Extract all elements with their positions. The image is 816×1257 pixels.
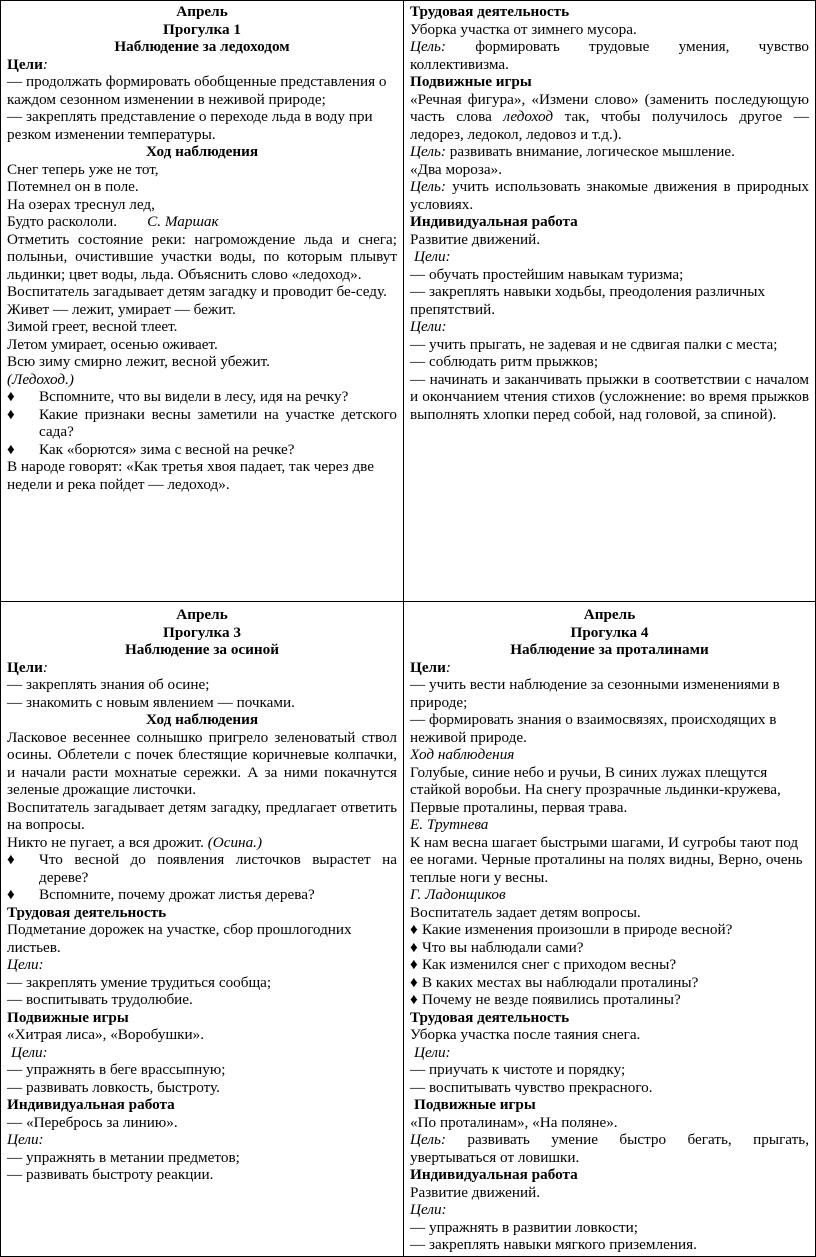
teacher-text: Воспитатель задает детям вопросы. (410, 903, 641, 921)
question-text: Вспомните, что вы видели в лесу, идя на речку? (39, 388, 349, 405)
walk-title: Наблюдение за ледоходом (114, 38, 290, 55)
goals-label: Цели (7, 55, 43, 73)
games-heading: Подвижные игры (414, 1096, 536, 1113)
games-goal (410, 143, 809, 161)
goal-item: — формировать знания о взаимосвязях, происходящих в неживой природе. (410, 711, 777, 746)
month-heading: Апрель (176, 606, 228, 623)
goal-item: — обучать простейшим навыкам туризма; (410, 265, 684, 283)
poem-author: С. Маршак (147, 213, 219, 230)
goal-item: — учить вести наблюдение за сезонными изменениями в природе; (410, 676, 780, 711)
goal-item: — приучать к чистоте и порядку; (410, 1061, 626, 1078)
course-heading: Ход наблюдения (410, 746, 515, 763)
goal-item: — развивать быстроту реакции. (7, 1166, 214, 1183)
question-text: Что вы наблюдали сами? (422, 938, 584, 956)
goals-line (410, 659, 809, 677)
goal-item: — воспитывать трудолюбие. (7, 991, 193, 1008)
individual-work-heading: Индивидуальная работа (410, 1166, 578, 1183)
games-text: «По проталинам», «На поляне». (410, 1113, 618, 1131)
course-heading: Ход наблюдения (145, 711, 259, 728)
diamond-bullet-icon: ♦ (7, 851, 15, 868)
goal-label: Цель: (410, 38, 446, 55)
riddle-line: Зимой греет, весной тлеет. (7, 318, 178, 335)
diamond-bullet-icon: ♦ (410, 938, 418, 956)
question-text: Какие признаки весны заметили на участке детского сада? (39, 405, 397, 440)
games-goal (410, 178, 809, 213)
goals-colon: : (42, 658, 48, 676)
diamond-bullet-icon: ♦ (410, 921, 418, 938)
question-text: Как изменился снег с приходом весны? (422, 956, 677, 973)
individual-work-heading: Индивидуальная работа (7, 1096, 175, 1113)
riddle-line: Живет — лежит, умирает — бежит. (7, 300, 236, 318)
games-goal (410, 1131, 809, 1166)
labor-text: Подметание дорожек на участке, сбор прошлогодних листьев. (7, 921, 352, 956)
diamond-bullet-icon: ♦ (410, 956, 418, 973)
diamond-bullet-icon: ♦ (7, 886, 15, 903)
labor-text: Уборка участка после таяния снега. (410, 1026, 641, 1043)
individual-work-heading: Индивидуальная работа (410, 213, 578, 230)
observation-text: Ласковое весеннее солнышко пригрело зеленоватый ствол осины. Облетели с почек блестящие коричневые колпачки, и начали расти мохнатые сережки. А за ними покачнутся зеленые дрожащие листочки. (7, 728, 397, 798)
goal-item: — закреплять умение трудиться сообща; (7, 973, 272, 991)
goals-colon: : (445, 658, 451, 676)
question-item (7, 851, 397, 886)
individual-work-text: — «Перебрось за линию». (7, 1113, 178, 1131)
games-heading: Подвижные игры (410, 73, 532, 90)
riddle-text: Никто не пугает, а вся дрожит. (7, 833, 204, 851)
walk-number: Прогулка 3 (163, 623, 241, 641)
goals-label: Цели: (414, 1043, 451, 1061)
labor-text: Уборка участка от зимнего мусора. (410, 20, 637, 38)
goal-item: — воспитывать чувство прекрасного. (410, 1078, 653, 1096)
poem-text: К нам весна шагает быстрыми шагами, И сугробы тают под ее ногами. Черные проталины на полях видны, Верно, очень теплые ноги у весны. (410, 833, 803, 886)
question-item (7, 388, 397, 406)
goal-item: — продолжать формировать обобщенные представления о каждом сезонном изменении в неживой природе; (7, 73, 387, 108)
goal-text: развивать внимание, логическое мышление. (449, 143, 735, 160)
labor-heading: Трудовая деятельность (410, 3, 570, 20)
observation-note: Отметить состояние реки: нагромождение льда и снега; полыньи, очистившие участки воды, по которым плывут льдинки; цвет воды, льда. Объяснить слово «ледоход». (7, 230, 397, 283)
question-item (410, 956, 809, 974)
question-text: Что весной до появления листочков вырастет на дереве? (39, 851, 397, 886)
goals-label: Цели: (410, 318, 447, 335)
goal-text: учить использовать знакомые движения в природных условиях. (410, 178, 810, 213)
goal-item: — учить прыгать, не задевая и не сдвигая палки с места; (410, 335, 778, 353)
question-text: Почему не везде появились проталины? (422, 991, 681, 1008)
goal-text: формировать трудовые умения, чувство коллективизма. (410, 38, 810, 73)
walk-1-continued-cell (404, 1, 816, 602)
poem-line (7, 213, 397, 231)
walk-1-cell (1, 1, 404, 602)
goals-label: Цели: (11, 1043, 48, 1061)
walk-title: Наблюдение за проталинами (510, 641, 709, 658)
poem-text: Голубые, синие небо и ручьи, В синих лужах плещутся стайкой воробьи. На снегу прозрачные льдинки-кружева, Первые проталины, первая трава. (410, 763, 781, 816)
diamond-bullet-icon: ♦ (7, 388, 15, 405)
goals-label: Цели: (7, 1131, 44, 1148)
walk-number: Прогулка 4 (570, 623, 649, 641)
individual-work-text: Развитие движений. (410, 1183, 541, 1201)
goals-label: Цели (410, 658, 446, 676)
poem-line-text: Будто раскололи. (7, 213, 118, 230)
poem-line: На озерах треснул лед, (7, 195, 155, 213)
question-item (7, 886, 397, 904)
game-name: «Два мороза». (410, 160, 502, 178)
goals-label: Цели: (414, 248, 451, 265)
goal-item: — знакомить с новым явлением — почками. (7, 693, 295, 711)
games-heading: Подвижные игры (7, 1008, 129, 1026)
games-text-emphasis: ледоход (503, 108, 554, 125)
folk-saying: В народе говорят: «Как третья хвоя падает, так через две недели и река пойдет — ледоход». (7, 458, 374, 493)
games-text-part: так, чтобы получилось другое — ледорез, ледокол, ледовоз и т.д.). (410, 108, 809, 143)
question-item (7, 441, 397, 459)
diamond-bullet-icon: ♦ (410, 991, 418, 1008)
goal-item: — упражнять в беге врассыпную; (7, 1061, 226, 1078)
individual-work-text: Развитие движений. (410, 230, 541, 248)
labor-heading: Трудовая деятельность (410, 1008, 570, 1026)
walk-title: Наблюдение за осиной (124, 641, 280, 658)
teacher-text: Воспитатель загадывает детям загадку и проводит бе-седу. (7, 283, 387, 300)
riddle-line (7, 834, 397, 852)
goals-line (7, 56, 397, 74)
goal-item: — упражнять в метании предметов; (7, 1148, 240, 1166)
goal-item: — закреплять представление о переходе льда в воду при резком изменении температуры. (7, 108, 373, 143)
poem-line: Потемнел он в поле. (7, 178, 139, 195)
poem-author: Е. Трутнева (410, 816, 489, 833)
goals-line (7, 659, 397, 677)
goal-item: — закреплять навыки мягкого приземления. (410, 1236, 697, 1253)
riddle-answer: (Осина.) (207, 833, 263, 851)
goals-label: Цели: (410, 1201, 447, 1218)
question-text: В каких местах вы наблюдали проталины? (422, 973, 699, 991)
walk-number: Прогулка 1 (163, 20, 241, 38)
goal-item: — закреплять навыки ходьбы, преодоления различных препятствий. (410, 283, 766, 318)
diamond-bullet-icon: ♦ (7, 440, 15, 458)
diamond-bullet-icon: ♦ (7, 405, 15, 423)
teacher-text: Воспитатель загадывает детям загадку, предлагает ответить на вопросы. (7, 798, 397, 833)
goals-label: Цели (7, 658, 43, 676)
month-heading: Апрель (176, 3, 228, 20)
question-text: Вспомните, почему дрожат листья дерева? (39, 886, 315, 903)
goal-item: — закреплять знания об осине; (7, 676, 210, 693)
games-text: «Хитрая лиса», «Воробушки». (7, 1026, 205, 1043)
labor-heading: Трудовая деятельность (7, 903, 167, 921)
diamond-bullet-icon: ♦ (410, 973, 418, 991)
labor-goal (410, 38, 809, 73)
riddle-line: Всю зиму смирно лежит, весной убежит. (7, 353, 270, 370)
riddle-answer: (Ледоход.) (7, 370, 74, 388)
question-item (410, 974, 809, 992)
course-heading: Ход наблюдения (145, 143, 259, 160)
games-text-part: «Речная фигура», «Измени слово» (заменить последующую часть слова (410, 90, 809, 125)
walk-4-cell (404, 602, 816, 1257)
goals-colon: : (42, 55, 48, 73)
question-text: Как «борются» зима с весной на речке? (39, 440, 295, 458)
question-item (410, 939, 809, 957)
goal-item: — упражнять в развитии ловкости; (410, 1218, 638, 1236)
poem-author: Г. Ладонщиков (410, 886, 506, 903)
goal-text: развивать умение быстро бегать, прыгать, увертываться от ловишки. (410, 1131, 809, 1166)
question-item (410, 991, 809, 1009)
goal-label: Цель: (410, 1131, 446, 1148)
goal-label: Цель: (410, 143, 446, 160)
poem-line: Снег теперь уже не тот, (7, 160, 159, 178)
goal-label: Цель: (410, 178, 446, 195)
walk-3-cell (1, 602, 404, 1257)
goals-label: Цели: (7, 956, 44, 973)
question-item (410, 921, 809, 939)
month-heading: Апрель (583, 606, 636, 623)
games-text (410, 91, 809, 144)
goal-item: — начинать и заканчивать прыжки в соответствии с началом и окончанием чтения стихов (усложнение: во время прыжков выполнять хлопки перед собой, над головой, за спиной). (410, 370, 809, 423)
question-text: Какие изменения произошли в природе весной? (422, 921, 733, 938)
goal-item: — соблюдать ритм прыжков; (410, 353, 599, 370)
goal-item: — развивать ловкость, быстроту. (7, 1078, 220, 1096)
question-item (7, 406, 397, 441)
riddle-line: Летом умирает, осенью оживает. (7, 335, 218, 353)
